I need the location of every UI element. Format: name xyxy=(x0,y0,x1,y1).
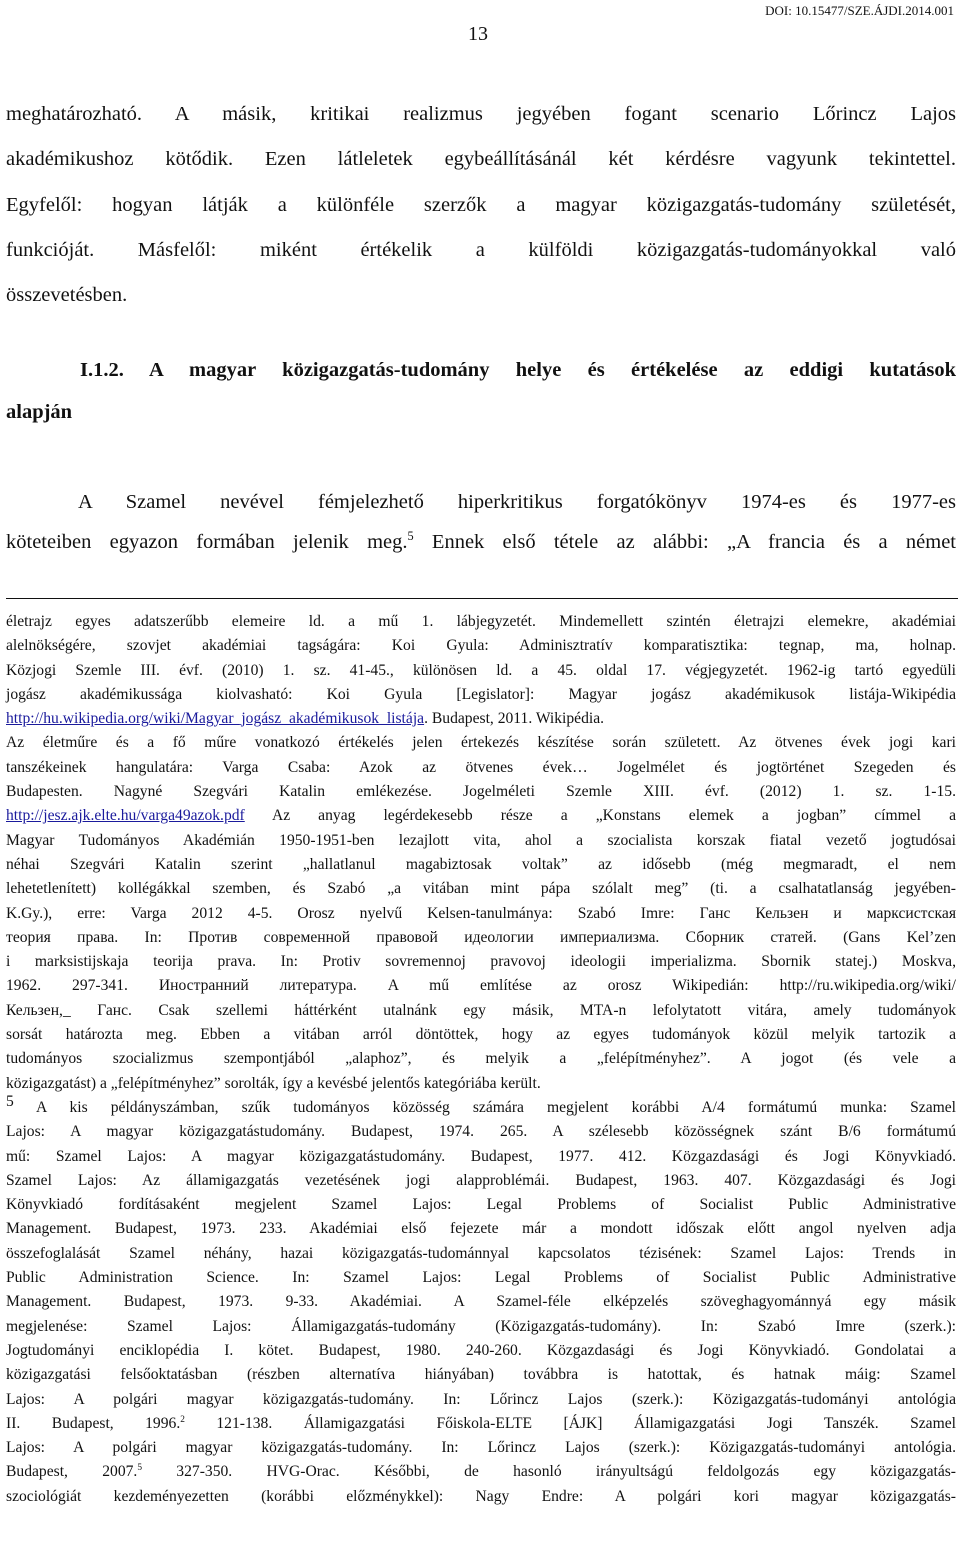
text-line: A Szamel nevével fémjelezhető hiperkritikus forgatókönyv 1974-es és 1977-es xyxy=(78,491,956,513)
doi-label: DOI: 10.15477/SZE.ÁJDI.2014.001 xyxy=(765,3,954,18)
footnote-line: sorsát határozta meg. Ebben a vitában arról döntöttek, hogy az egyes tudományok közül melyik tartozik a xyxy=(6,1026,956,1044)
footnote-line: K.Gy.), erre: Varga 2012 4-5. Orosz nyelvű Kelsen-tanulmánya: Szabó Imre: Ганс Кельзен и марксистская xyxy=(6,904,956,922)
text-segment: Ennek első tétele az alábbi: „A francia és a német xyxy=(413,531,956,553)
footnote-line xyxy=(6,1460,956,1484)
jesz-link[interactable]: http://jesz.ajk.elte.hu/varga49azok.pdf xyxy=(6,807,245,825)
footnote-line: Кельзен,_ Ганс. Csak szellemi háttérként utalnánk egy másik, MTA-n lefolytatott vitára, amely tudományok xyxy=(6,1001,956,1019)
heading-line: I.1.2. A magyar közigazgatás-tudomány helye és értékelése az eddigi kutatások xyxy=(80,359,956,381)
edition-superscript: 2 xyxy=(180,1414,185,1425)
paragraph-2 xyxy=(6,482,956,562)
footnote-line xyxy=(6,1412,956,1436)
footnote-line: 1962. 297-341. Иностранний литература. A mű említése az orosz Wikipedián: http://ru.wikipedia.org/wiki/ xyxy=(6,977,956,995)
footnote-line: Az életműre és a fő műre vonatkozó értékelés jelen értekezés készítése során született. Az ötvenes évek jogi kari xyxy=(6,734,956,752)
text-line: Egyfelől: hogyan látják a különféle szerzők a magyar közigazgatás-tudomány születését, xyxy=(6,193,956,216)
footnote-line: Budapesten. Nagyné Szegvári Katalin emlékezése. Jogelméleti Szemle XIII. évf. (2012) 1. sz. 1-15. xyxy=(6,783,956,801)
text-segment: Budapest, 2007. xyxy=(6,1463,138,1481)
section-heading xyxy=(6,350,956,433)
text-segment: 121-138. Államigazgatási Főiskola-ELTE [ÁJK] Államigazgatási Jogi Tanszék. Szamel xyxy=(184,1414,956,1432)
footnote-line: Lajos: A magyar közigazgatástudomány. Budapest, 1974. 265. A szélesebb közösségnek szánt B/6 formátumú xyxy=(6,1123,956,1141)
footnote-line: szociológiát kezdeményezetten (korábbi előzménykkel): Nagy Endre: A polgári kori magyar közigazgatás- xyxy=(6,1487,956,1505)
text-segment: A kis példányszámban, szűk tudományos közösség számára megjelent korábbi A/4 formátumú munka: Szamel xyxy=(13,1098,956,1116)
footnote-reference[interactable]: 5 xyxy=(407,529,414,544)
footnote-line: közigazgatást) a „felépítményhez” sorolták, így a kevésbé jelentős kategóriába került. xyxy=(6,1074,541,1092)
text-segment: Az anyag legérdekesebb része a „Konstans elemek a jogban” címmel a xyxy=(244,807,956,825)
footnote-line: Közjogi Szemle III. évf. (2010) 1. sz. 41-45., különösen ld. a 45. oldal 17. végjegyzetét. 1962-ig tartó egyedüli xyxy=(6,661,956,679)
footnote-line: Lajos: A polgári magyar közigazgatás-tudomány. In: Lőrincz Lajos (szerk.): Közigazgatás-tudományi antológia xyxy=(6,1390,956,1408)
footnote-divider xyxy=(6,598,958,599)
footnote-line: Könyvkiadó fordításaként megjelent Szamel Lajos: Legal Problems of Socialist Public Administrative xyxy=(6,1196,956,1214)
page-number: 13 xyxy=(468,23,488,45)
text-line: meghatározható. A másik, kritikai realizmus jegyében fogant scenario Lőrincz Lajos xyxy=(6,103,956,125)
footnote-line: Lajos: A polgári magyar közigazgatás-tudomány. In: Lőrincz Lajos (szerk.): Közigazgatás-tudományi antológia. xyxy=(6,1439,956,1457)
text-line: akadémikushoz kötődik. Ezen látleletek egybeállításánál két kérdésre vagyunk tekintettel. xyxy=(6,148,956,171)
footnote-line: Management. Budapest, 1973. 9-33. Akadémiai. A Szamel-féle elképzelés szöveghagyománnyá egy másik xyxy=(6,1293,956,1311)
footnote-line: jogász akadémikussága kiolvasható: Koi Gyula [Legislator]: Magyar jogász akadémikusok listája-Wikipédia xyxy=(6,685,956,703)
paragraph-1 xyxy=(6,92,956,318)
footnote-line: alelnökségére, szovjet akadémiai tagságára: Koi Gyula: Adminisztratív komparatisztika: tegnap, ma, holnap. xyxy=(6,637,956,655)
text-segment: 327-350. HVG-Orac. Későbbi, de hasonló irányultságú feldolgozás egy közigazgatás- xyxy=(142,1463,957,1481)
footnote-line: lehetetlenített) kollégákkal szemben, és Szabó „a vitában mint pápa szólalt meg” (ti. a csalhatatlanság jegyében- xyxy=(6,880,956,898)
footnotes xyxy=(6,610,956,1509)
footnote-line: megjelenése: Szamel Lajos: Államigazgatás-tudomány (Közigazgatás-tudomány). In: Szabó Imre (szerk.): xyxy=(6,1317,956,1335)
text-line: összevetésben. xyxy=(6,284,128,307)
footnote-line xyxy=(6,707,956,731)
footnote-line: Jogtudományi enciklopédia I. kötet. Budapest, 1980. 240-260. Közgazdasági és Jogi Könyvkiadó. Gondolatai a xyxy=(6,1341,956,1359)
footnote-line: tudományos szocializmus szempontjából „alaphoz”, és melyik a „felépítményhez”. A jogot (és vele a xyxy=(6,1050,956,1068)
footnote-line: Management. Budapest, 1973. 233. Akadémiai első fejezete már a mondott időszak előtt angol nyelven adja xyxy=(6,1220,956,1238)
footnote-line: néhai Szegvári Katalin szerint „hallatlanul magabiztosak voltak” az idősebb (még megmaradt, el nem xyxy=(6,855,956,873)
footnote-line: Public Administration Science. In: Szamel Lajos: Legal Problems of Socialist Public Administrative xyxy=(6,1269,956,1287)
footnote-line: életrajz egyes adatszerűbb elemeire ld. a mű 1. lábjegyzetét. Mindemellett szintén életrajzi elemekre, akadémiai xyxy=(6,613,956,630)
footnote-line: közigazgatási felsőoktatásban (részben alternatíva hiányában) továbbra is hatottak, és hatnak máig: Szamel xyxy=(6,1366,956,1384)
text-segment: . Budapest, 2011. Wikipédia. xyxy=(424,710,605,728)
footnote-line: összefoglalását Szamel néhány, hazai közigazgatás-tudománnyal kapcsolatos tézisének: Szamel Lajos: Trends in xyxy=(6,1244,956,1262)
text-line xyxy=(6,522,956,562)
footnote-line: mű: Szamel Lajos: A magyar közigazgatástudomány. Budapest, 1977. 412. Közgazdasági és Jogi Könyvkiadó. xyxy=(6,1147,956,1165)
footnote-line: Magyar Tudományos Akadémián 1950-1951-ben lezajlott vita, ahol a szocialista korszak fiatal vezető jogtudósai xyxy=(6,831,956,849)
footnote-line xyxy=(6,1092,956,1120)
footnote-line: i marksistijskaja teorija prava. In: Protiv sovremennoj pravovoj ideologii imperializma. Sbornik statej.) Moskva, xyxy=(6,953,956,971)
edition-superscript: 5 xyxy=(137,1463,143,1474)
footnote-line xyxy=(6,804,956,828)
text-segment: II. Budapest, 1996. xyxy=(6,1414,181,1432)
footnote-line: теория права. In: Против современной правовой идеологии империализма. Сборник статей. (Gans Kel’zen xyxy=(6,928,956,946)
text-segment: köteteiben egyazon formában jelenik meg. xyxy=(6,531,408,553)
text-line: funkcióját. Másfelől: miként értékelik a külföldi közigazgatás-tudományokkal való xyxy=(6,238,956,261)
footnote-number: 5 xyxy=(6,1092,14,1110)
heading-line: alapján xyxy=(6,401,73,423)
footnote-line: tanszékeinek hangulatára: Varga Csaba: Azok az ötvenes évek… Jogelmélet és jogtörténet Szegeden és xyxy=(6,758,956,776)
footnote-line: Szamel Lajos: Az államigazgatás vezetésének jogi alapproblémái. Budapest, 1963. 407. Közgazdasági és Jogi xyxy=(6,1171,956,1189)
wikipedia-link[interactable]: http://hu.wikipedia.org/wiki/Magyar_jogász_akadémikusok_listája xyxy=(6,710,425,728)
